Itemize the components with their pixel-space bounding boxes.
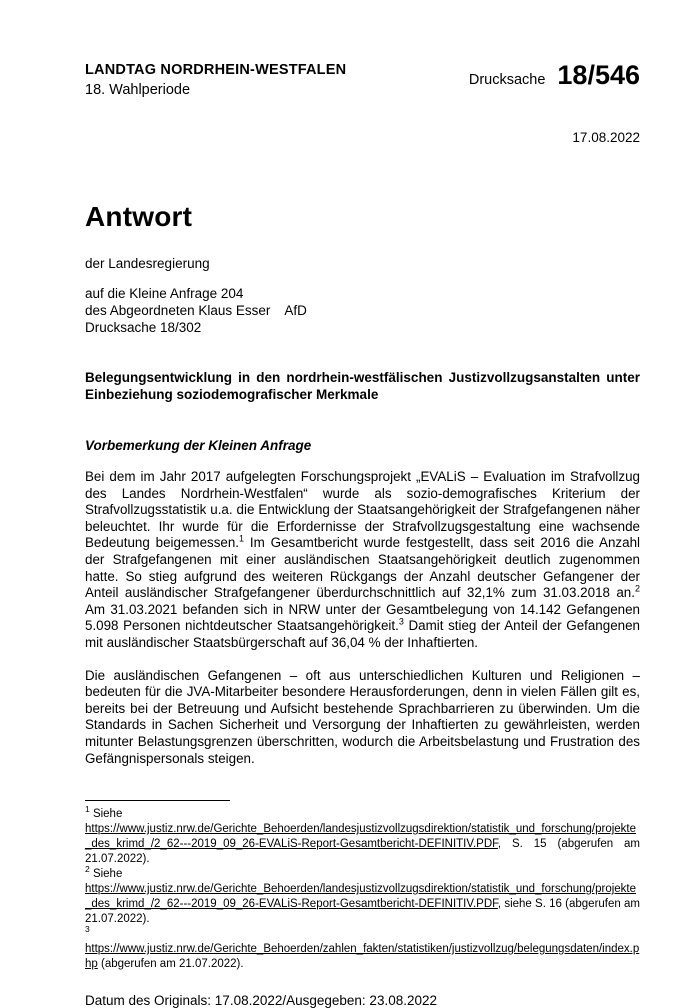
paragraph-1-text: Damit stieg der Anteil der Gefangenen mit ausländischer Staatsbürgerschaft auf 36,04 % der Inhaftierten. (85, 618, 640, 650)
paragraph-1-text: Im Gesamtbericht wurde festgestellt, dass seit 2016 die Anzahl der Strafgefangenen mit einer ausländischen Staatsangehörigkeit deutlich zugenommen hatte. So stieg aufgrund des weiteren Rückgangs der Anzahl deutscher Gefangener der Anteil ausländischer Strafgefangener überdurchschnittlich auf 32,1% zum 31.03.2018 an. (85, 535, 640, 601)
mp-reference-line (85, 302, 640, 319)
footnote-body (85, 882, 640, 927)
drucksache-reference-line: Drucksache 18/302 (85, 320, 202, 335)
footnote-ref-2: 2 (634, 583, 640, 594)
footnotes-section (85, 800, 640, 972)
paragraph-1-text: Am 31.03.2021 befanden sich in NRW unter der Gesamtbelegung von 14.142 Gefangenen 5.098 Personen nichtdeutscher Staatsangehörigkeit. (85, 601, 640, 634)
request-reference-line (85, 285, 640, 302)
preliminary-remark-heading: Vorbemerkung der Kleinen Anfrage (85, 438, 312, 453)
footnote-link[interactable]: https://www.justiz.nrw.de/Gerichte_Behoerden/zahlen_fakten/statistiken/justizvollzug/belegungsdaten/index.php (85, 943, 640, 971)
document-title: Belegungsentwicklung in den nordrhein-westfälischen Justizvollzugsanstalten unter Einbeziehung soziodemografischer Merkmale (85, 370, 640, 402)
footnote-label: Siehe (92, 808, 123, 821)
origin-date-line: Datum des Originals: 17.08.2022/Ausgegeben: 23.08.2022 (85, 993, 438, 1008)
footnote-head (85, 924, 640, 942)
paragraph-2: Die ausländischen Gefangenen – oft aus unterschiedlichen Kulturen und Religionen – bedeuten für die JVA-Mitarbeiter besondere Herausforderungen, denn in vielen Fällen gilt es, bereits bei der Betreuung und Aufsicht bestehende Sprachbarrieren zu überwinden. Um die Standards in Sachen Sicherheit und Versorgung der Inhaftierten zu gewährleisten, werden mitunter Belastungsgrenzen überschritten, wodurch die Arbeitsbelastung und Frustration des Gefängnispersonals steigen. (85, 667, 640, 766)
footnote-marker: 3 (85, 924, 90, 935)
request-label: auf die Kleine Anfrage (85, 286, 218, 301)
request-number: 204 (220, 286, 244, 301)
footnote-marker: 1 (85, 804, 90, 815)
footnote-separator-rule (85, 800, 230, 801)
reference-block (85, 285, 640, 336)
drucksache-number: 18/546 (557, 60, 640, 90)
footnote-suffix: , S. 15 (abgerufen am 21.07.2022). (85, 838, 640, 866)
footnote (85, 804, 640, 867)
paragraph-1 (85, 469, 640, 652)
document-date: 17.08.2022 (572, 130, 640, 145)
parliament-block (85, 62, 346, 98)
footnote-ref-1: 1 (239, 533, 245, 544)
footnote-head (85, 804, 640, 822)
footnote-label: Siehe (92, 868, 123, 881)
mp-name: des Abgeordneten Klaus Esser (85, 303, 271, 318)
answer-by-line: der Landesregierung (85, 256, 210, 271)
footnote-link[interactable]: https://www.justiz.nrw.de/Gerichte_Behoerden/landesjustizvollzugsdirektion/statistik_und_forschung/projekte_des_krimd_/2_62---2019_09_26-EVALiS-Report-Gesamtbericht-DEFINITIV.PDF (85, 883, 637, 911)
answer-heading: Antwort (85, 201, 193, 232)
footnote-suffix: , siehe S. 16 (abgerufen am 21.07.2022). (85, 898, 640, 926)
footnote-body (85, 822, 640, 867)
footnote-suffix: (abgerufen am 21.07.2022). (97, 958, 244, 971)
party-label: AfD (284, 303, 307, 318)
footnote-link[interactable]: https://www.justiz.nrw.de/Gerichte_Behoerden/landesjustizvollzugsdirektion/statistik_und_forschung/projekte_des_krimd_/2_62---2019_09_26-EVALiS-Report-Gesamtbericht-DEFINITIV.PDF (85, 823, 637, 851)
paragraph-1-text: Bei dem im Jahr 2017 aufgelegten Forschungsprojekt „EVALiS – Evaluation im Strafvollzug des Landes Nordrhein-Westfalen“ wurde als sozio-demografisches Kriterium der Strafvollzugsstatistik u.a. die Entwicklung der Staatsangehörigkeit der Strafgefangenen näher beleuchtet. Ihr wurde für die Erfordernisse der Strafvollzugsgestaltung eine wachsende Bedeutung beigemessen. (85, 469, 640, 551)
footnote-body (85, 942, 640, 972)
footnote-ref-3: 3 (398, 616, 404, 627)
legislative-term: 18. Wahlperiode (85, 82, 191, 98)
parliament-name: LANDTAG NORDRHEIN-WESTFALEN (85, 62, 347, 78)
footnote-head (85, 864, 640, 882)
drucksache-label: Drucksache (468, 72, 546, 88)
document-header (85, 62, 640, 98)
footnote (85, 864, 640, 927)
drucksache-block (469, 62, 640, 89)
footnote (85, 924, 640, 972)
footnote-marker: 2 (85, 864, 90, 875)
